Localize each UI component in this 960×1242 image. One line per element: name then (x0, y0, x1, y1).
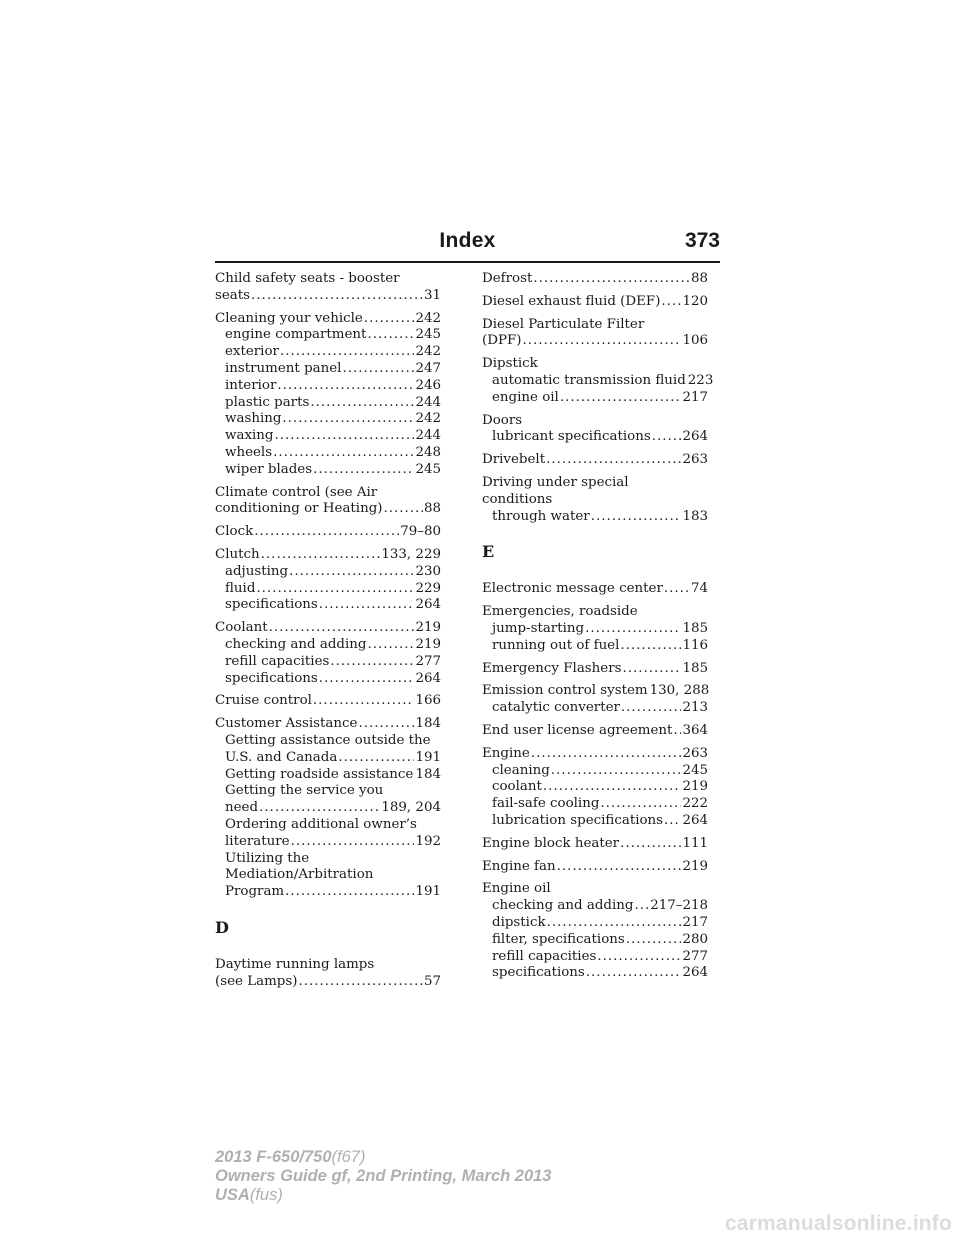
index-entry-line (482, 683, 708, 700)
dot-leader (620, 638, 681, 655)
index-term: Defrost (482, 271, 533, 286)
footer-market: USA (215, 1186, 250, 1204)
index-subentry-line (215, 411, 441, 428)
index-entry (482, 294, 708, 311)
index-subentry-line (215, 671, 441, 688)
index-subentry-line (482, 700, 708, 717)
dot-leader (384, 501, 423, 518)
index-subentry-line (215, 654, 441, 671)
header-rule (215, 261, 720, 263)
index-term: seats (215, 287, 251, 303)
index-page-ref: 264 (415, 597, 441, 613)
index-term: engine oil (492, 389, 559, 405)
dot-leader (273, 445, 414, 462)
index-entry (482, 746, 708, 830)
index-page-ref: 192 (415, 833, 441, 849)
index-page-ref: 219 (415, 636, 441, 652)
index-subentry-line (215, 750, 441, 767)
index-subentry-line (215, 462, 441, 479)
index-page-ref: 219 (682, 858, 708, 874)
index-entry (482, 271, 708, 288)
index-subentry-line (215, 800, 441, 817)
index-entry (215, 716, 441, 901)
index-entry-line (215, 716, 441, 733)
dot-leader (364, 311, 415, 328)
index-entry-line (482, 452, 708, 469)
index-entry (215, 693, 441, 710)
index-entry-line (482, 746, 708, 763)
dot-leader (586, 965, 682, 982)
index-entry-line (482, 723, 708, 740)
index-subentry-line (482, 898, 708, 915)
dot-leader (620, 836, 681, 853)
index-subentry-line (482, 796, 708, 813)
index-entry (215, 311, 441, 479)
index-page-ref: 245 (415, 461, 441, 477)
index-entry (482, 413, 708, 447)
index-page-ref: 245 (682, 762, 708, 778)
index-page-ref: 244 (415, 428, 441, 444)
dot-leader (623, 661, 682, 678)
dot-leader (597, 949, 681, 966)
index-entry-line (482, 317, 708, 334)
dot-leader (313, 462, 414, 479)
index-term: refill capacities (225, 653, 330, 669)
index-term: cleaning (492, 762, 550, 778)
index-term: Diesel exhaust fluid (DEF) (482, 293, 661, 309)
index-entry (482, 859, 708, 876)
dot-leader (285, 884, 414, 901)
index-entry-line (482, 881, 708, 898)
dot-leader (280, 344, 415, 361)
index-entry (482, 356, 714, 406)
dot-leader (274, 428, 414, 445)
index-term: waxing (225, 428, 274, 444)
index-subentry-line (482, 372, 714, 390)
page-number: 373 (684, 229, 720, 252)
index-page-ref: 242 (415, 411, 441, 427)
index-subentry-line (215, 834, 441, 851)
dot-leader (313, 693, 415, 710)
index-subentry-line (215, 327, 441, 344)
index-subentry-line (482, 965, 708, 982)
dot-leader (533, 271, 690, 288)
index-subentry-line (482, 638, 708, 655)
index-subentry-line (215, 378, 441, 395)
index-page-ref: 223 (687, 372, 714, 388)
index-column-left (215, 271, 441, 996)
dot-leader (291, 834, 415, 851)
index-entry-line (215, 524, 441, 541)
index-term: Cruise control (215, 693, 312, 709)
index-page-ref: 242 (415, 344, 441, 360)
index-term: Getting roadside assistance (225, 766, 414, 782)
index-term: Cleaning your vehicle (215, 310, 363, 326)
index-entry-line (482, 581, 708, 598)
index-term: Customer Assistance (215, 716, 358, 732)
index-entry-line (215, 485, 441, 502)
index-term: through water (492, 508, 590, 524)
index-page-ref: 280 (682, 931, 708, 947)
index-subentry-line (215, 428, 441, 445)
index-page-ref: 116 (682, 637, 708, 653)
index-subentry-line (482, 429, 708, 446)
dot-leader (310, 395, 414, 412)
index-entry-line (215, 620, 441, 637)
index-entry-line (482, 356, 708, 373)
index-page-ref: 74 (690, 581, 708, 597)
index-page-ref: 31 (423, 287, 441, 303)
dot-leader (319, 597, 415, 614)
index-subentry-line (215, 884, 441, 901)
dot-leader (358, 716, 414, 733)
index-page-ref: 229 (415, 580, 441, 596)
dot-leader (277, 378, 414, 395)
index-term: interior (225, 377, 277, 393)
index-page-ref: 88 (423, 501, 441, 517)
index-page-ref: 213 (682, 700, 708, 716)
index-page-ref: 166 (415, 693, 441, 709)
index-entry-line (482, 859, 708, 876)
index-term: conditions (482, 491, 553, 507)
index-subentry-line (482, 813, 708, 830)
index-entry (482, 452, 708, 469)
dot-leader (652, 429, 682, 446)
index-entry (482, 836, 708, 853)
index-entry-line (482, 604, 708, 621)
index-term: checking and adding (225, 636, 367, 652)
index-subentry-line (215, 867, 441, 884)
index-term: washing (225, 411, 282, 427)
index-page-ref: 183 (682, 508, 708, 524)
index-entry-line (215, 957, 441, 974)
dot-leader (342, 361, 414, 378)
index-page-ref: 120 (682, 293, 708, 309)
index-term: Program (225, 884, 285, 900)
index-subentry-line (215, 637, 441, 654)
index-subentry-line (215, 395, 441, 412)
index-term: specifications (225, 597, 318, 613)
index-term: Engine (482, 745, 530, 761)
index-term: Ordering additional owner’s (225, 816, 417, 832)
index-entry-line (215, 288, 441, 305)
index-page-ref: 191 (415, 884, 441, 900)
index-subentry-line (482, 763, 708, 780)
index-subentry-line (482, 932, 708, 949)
dot-leader (367, 637, 414, 654)
index-term: Diesel Particulate Filter (482, 316, 645, 332)
index-page-ref: 244 (415, 394, 441, 410)
index-term: Emergencies, roadside (482, 604, 638, 620)
dot-leader (664, 813, 681, 830)
index-term: Clutch (215, 546, 260, 562)
index-page-ref: 263 (682, 745, 708, 761)
index-term: U.S. and Canada (225, 749, 338, 765)
index-entry (482, 604, 708, 654)
index-page-ref: 57 (423, 973, 441, 989)
index-entry-line (215, 271, 441, 288)
index-page-ref: 245 (415, 327, 441, 343)
index-page-ref: 133, 229 (381, 546, 441, 562)
index-term: automatic transmission fluid (492, 372, 686, 388)
dot-leader (330, 654, 414, 671)
index-page-ref: 191 (415, 749, 441, 765)
dot-leader (557, 859, 682, 876)
index-entry (482, 683, 708, 717)
index-page-ref: 264 (682, 812, 708, 828)
dot-leader (547, 915, 682, 932)
index-term: conditioning or Heating) (215, 501, 383, 517)
index-page-ref: 242 (415, 310, 441, 326)
dot-leader (634, 898, 649, 915)
index-term: engine compartment (225, 327, 367, 343)
index-subentry-line (215, 361, 441, 378)
footer-printing: Owners Guide gf, 2nd Printing, March 2013 (215, 1167, 552, 1185)
index-term: Drivebelt (482, 452, 546, 468)
index-entry-line (482, 271, 708, 288)
index-term: Emergency Flashers (482, 660, 622, 676)
dot-leader (621, 700, 682, 717)
index-term: refill capacities (492, 948, 597, 964)
page-title: Index (439, 229, 496, 252)
footer-model: 2013 F-650/750 (215, 1148, 332, 1166)
index-entry-line (482, 294, 708, 311)
dot-leader (282, 411, 414, 428)
index-page-ref: 130, 288 (649, 683, 710, 699)
index-page-ref: 264 (682, 429, 708, 445)
index-entry-line (482, 475, 708, 492)
dot-leader (367, 327, 414, 344)
index-subentry-line (215, 344, 441, 361)
index-term: Engine oil (482, 881, 551, 897)
index-entry-line (482, 333, 708, 350)
index-page-ref: 111 (682, 835, 708, 851)
index-term: wheels (225, 444, 273, 460)
index-term: wiper blades (225, 461, 313, 477)
index-subentry-line (482, 621, 708, 638)
index-entry-line (482, 836, 708, 853)
index-page-ref: 79–80 (400, 524, 441, 540)
index-page-ref: 219 (682, 779, 708, 795)
index-page-ref: 364 (682, 722, 708, 738)
index-page-ref: 184 (415, 766, 441, 782)
index-term: End user license agreement (482, 722, 673, 738)
dot-leader (523, 333, 682, 350)
index-entry (482, 317, 708, 351)
index-term: Child safety seats - booster (215, 271, 400, 286)
page-header (215, 229, 720, 265)
index-subentry-line (215, 733, 441, 750)
index-page-ref: 277 (415, 653, 441, 669)
index-term: Coolant (215, 620, 268, 636)
index-term: running out of fuel (492, 637, 620, 653)
index-term: plastic parts (225, 394, 310, 410)
index-entry (215, 271, 441, 305)
dot-leader (560, 390, 682, 407)
index-page-ref: 264 (682, 965, 708, 981)
index-page-ref: 217 (682, 914, 708, 930)
index-subentry-line (215, 817, 441, 834)
index-entry-line (215, 311, 441, 328)
watermark: carmanualsonline.info (724, 1212, 952, 1235)
index-page-ref: 263 (682, 452, 708, 468)
index-page-ref: 88 (690, 271, 708, 286)
document-footer (215, 1148, 552, 1205)
index-subentry-line (482, 949, 708, 966)
index-term: fluid (225, 580, 256, 596)
index-term: lubricant specifications (492, 429, 651, 445)
index-term: lubrication specifications (492, 812, 664, 828)
index-term: Driving under special (482, 474, 629, 490)
index-subentry-line (215, 851, 441, 868)
dot-leader (319, 671, 415, 688)
index-page-ref: 184 (415, 716, 441, 732)
index-entry-line (482, 661, 708, 678)
index-term: adjusting (225, 563, 289, 579)
index-subentry-line (215, 783, 441, 800)
index-page-ref: 217 (682, 389, 708, 405)
index-entry (215, 485, 441, 519)
dot-leader (254, 524, 399, 541)
dot-leader (661, 294, 681, 311)
index-term: exterior (225, 344, 279, 360)
footer-market-code: (fus) (249, 1186, 283, 1204)
index-term: (see Lamps) (215, 973, 298, 989)
dot-leader (600, 796, 681, 813)
index-term: need (225, 800, 259, 816)
dot-leader (298, 974, 423, 991)
index-entry-line (215, 974, 441, 991)
index-page-ref: 230 (415, 563, 441, 579)
index-term: dipstick (492, 914, 546, 930)
index-subentry-line (215, 767, 441, 784)
index-entry-line (215, 547, 441, 564)
index-term: filter, specifications (492, 931, 625, 947)
index-term: Emission control system (482, 683, 648, 699)
index-term: Engine fan (482, 858, 556, 874)
index-term: (DPF) (482, 333, 522, 349)
index-page-ref: 219 (415, 620, 441, 636)
index-term: checking and adding (492, 898, 634, 914)
index-entry (482, 475, 708, 525)
index-subentry-line (215, 581, 441, 598)
index-letter-heading: D (215, 917, 229, 937)
index-term: Mediation/Arbitration (225, 867, 374, 883)
dot-leader (543, 779, 682, 796)
index-page-ref: 247 (415, 360, 441, 376)
index-entry-line (482, 413, 708, 430)
index-term: Clock (215, 524, 254, 540)
index-term: Engine block heater (482, 835, 620, 851)
index-term: Daytime running lamps (215, 956, 375, 972)
index-term: specifications (492, 965, 585, 981)
index-page-ref: 106 (682, 333, 708, 349)
index-page-ref: 246 (415, 377, 441, 393)
dot-leader (256, 581, 414, 598)
index-page-ref: 185 (682, 660, 708, 676)
index-entry-line (482, 492, 708, 509)
index-term: instrument panel (225, 360, 342, 376)
index-subentry-line (482, 509, 708, 526)
dot-leader (585, 621, 681, 638)
index-term: Doors (482, 412, 523, 428)
index-entry-line (215, 501, 441, 518)
index-subentry-line (215, 445, 441, 462)
index-entry (215, 957, 441, 991)
index-subentry-line (482, 915, 708, 932)
dot-leader (289, 564, 414, 581)
index-page-ref: 264 (415, 670, 441, 686)
index-page-ref: 222 (682, 796, 708, 812)
footer-model-code: (f67) (331, 1148, 366, 1166)
index-term: fail-safe cooling (492, 796, 600, 812)
dot-leader (546, 452, 681, 469)
index-term: Utilizing the (225, 850, 310, 866)
dot-leader (551, 763, 682, 780)
index-term: literature (225, 833, 290, 849)
index-page-ref: 248 (415, 444, 441, 460)
index-term: specifications (225, 670, 318, 686)
index-entry (482, 661, 708, 678)
index-entry (215, 620, 441, 687)
index-page-ref: 189, 204 (381, 800, 441, 816)
index-entry (482, 881, 708, 982)
index-column-right (482, 271, 714, 988)
index-entry (215, 547, 441, 614)
dot-leader (531, 746, 682, 763)
dot-leader (673, 723, 681, 740)
index-entry (482, 581, 708, 598)
dot-leader (591, 509, 682, 526)
index-page-ref: 277 (682, 948, 708, 964)
dot-leader (269, 620, 415, 637)
index-term: catalytic converter (492, 700, 620, 716)
dot-leader (338, 750, 414, 767)
dot-leader (259, 800, 380, 817)
index-page-ref: 185 (682, 620, 708, 636)
index-term: Getting the service you (225, 783, 384, 799)
index-subentry-line (482, 390, 708, 407)
index-page-ref: 217–218 (650, 898, 708, 914)
dot-leader (261, 547, 381, 564)
index-entry (215, 524, 441, 541)
index-term: Dipstick (482, 356, 538, 372)
dot-leader (664, 581, 690, 598)
index-term: Electronic message center (482, 581, 663, 597)
index-subentry-line (215, 564, 441, 581)
index-entry (482, 723, 708, 740)
index-term: coolant (492, 779, 542, 795)
index-term: Climate control (see Air (215, 484, 378, 500)
dot-leader (251, 288, 423, 305)
index-entry-line (215, 693, 441, 710)
index-term: Getting assistance outside the (225, 732, 431, 748)
index-letter-heading: E (482, 542, 495, 562)
dot-leader (626, 932, 682, 949)
index-subentry-line (215, 597, 441, 614)
index-term: jump-starting (492, 620, 585, 636)
index-subentry-line (482, 779, 708, 796)
